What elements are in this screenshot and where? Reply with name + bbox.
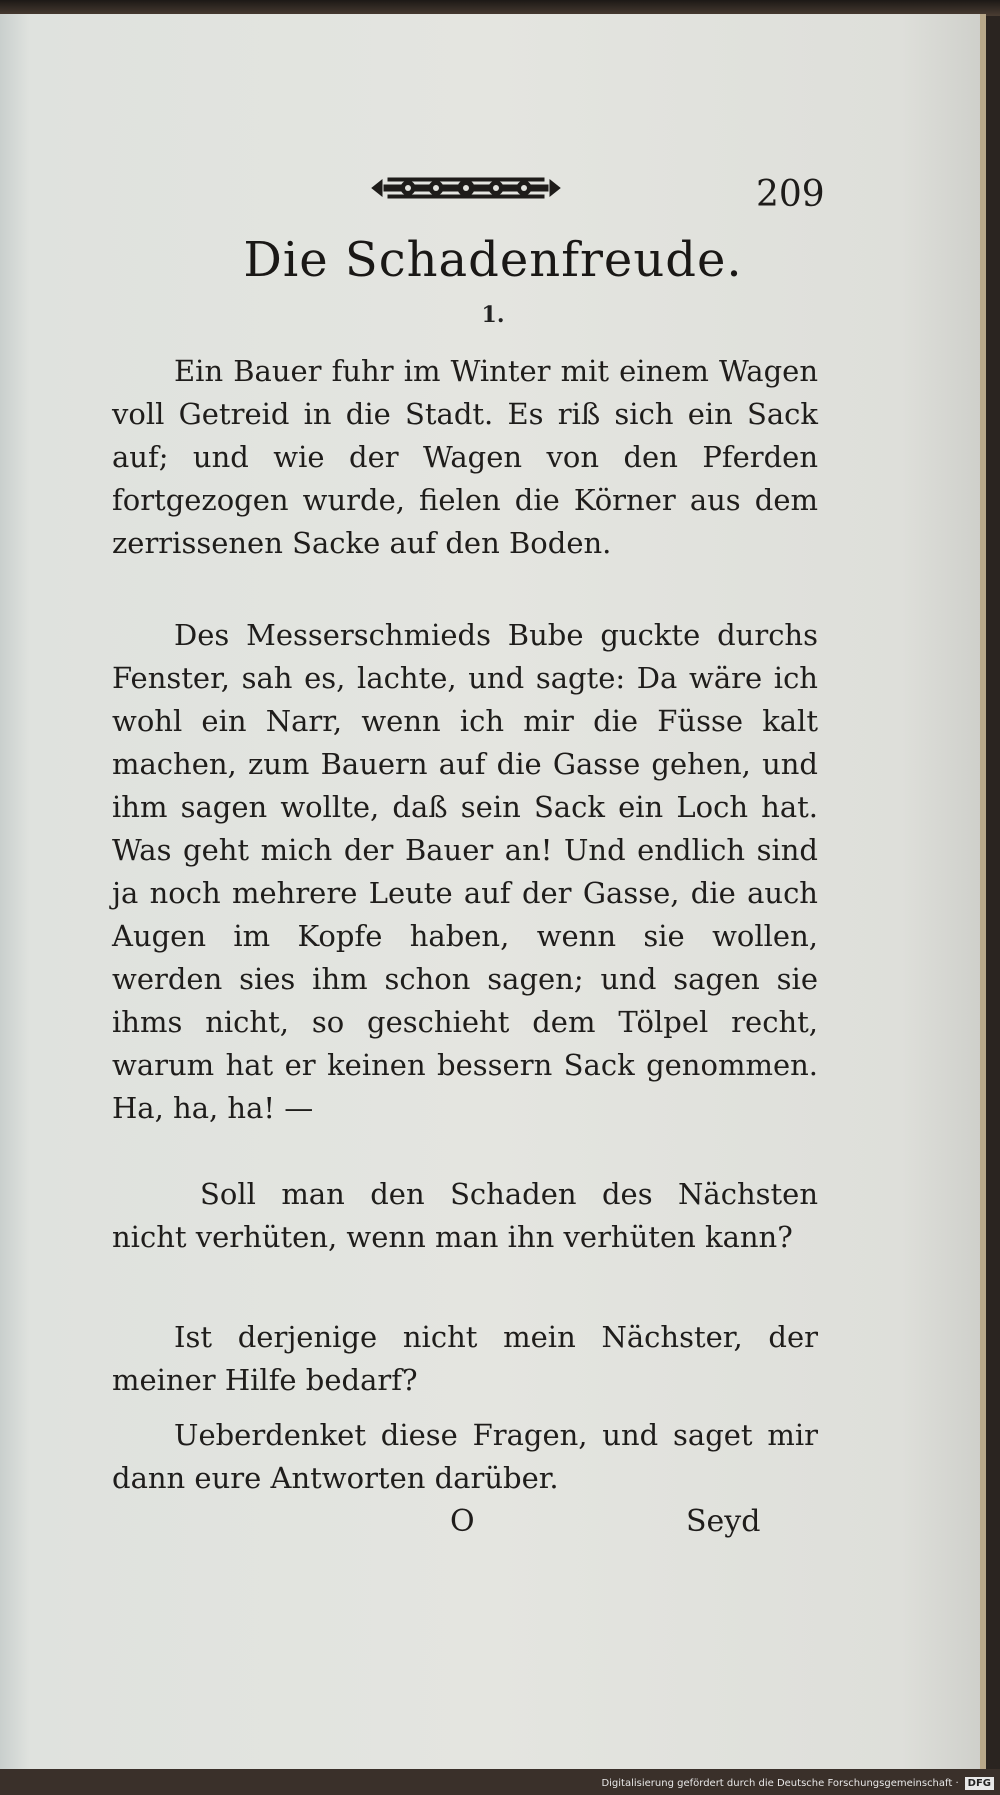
paragraph-3: Soll man den Schaden des Nächsten nicht verhüten, wenn man ihn verhüten kann? — [112, 1177, 818, 1254]
decorative-ornament-icon — [368, 174, 564, 202]
chapter-title: Die Schadenfreude. — [243, 232, 743, 288]
paragraph-5: Ueberdenket diese Fragen, und saget mir dann eure Antworten darüber. — [112, 1418, 818, 1495]
page-number: 209 — [756, 174, 825, 215]
signature-mark: O — [450, 1504, 475, 1539]
paragraph-4: Ist derjenige nicht mein Nächster, der meiner Hilfe bedarf? — [112, 1320, 818, 1397]
paragraph-1: Ein Bauer fuhr im Winter mit einem Wagen voll Getreid in die Stadt. Es riß sich ein Sack auf; und wie der Wagen von den Pferden fortgezogen wurde, fielen die Körner aus dem zerrissenen Sacke auf den Boden. — [112, 354, 818, 560]
book-page — [0, 14, 986, 1769]
credit-text: Digitalisierung gefördert durch die Deutsche Forschungsgemeinschaft · — [601, 1777, 959, 1789]
dfg-logo-icon: DFG — [965, 1777, 994, 1790]
section-number: 1. — [481, 302, 505, 328]
scan-footer-bar — [0, 1769, 1000, 1795]
paragraph-2: Des Messerschmieds Bube guckte durchs Fenster, sah es, lachte, und sagte: Da wäre ich wohl ein Narr, wenn ich mir die Füsse kalt machen, zum Bauern auf die Gasse gehen, und ihm sagen wollte, daß sein Sack ein Loch hat. Was geht mich der Bauer an! Und endlich sind ja noch mehrere Leute auf der Gasse, die auch Augen im Kopfe haben, wenn sie wollen, werden sies ihm schon sagen; und sagen sie ihms nicht, so geschieht dem Tölpel recht, warum hat er keinen bessern Sack genommen. Ha, ha, ha! — — [112, 618, 818, 1125]
digitization-credit — [601, 1775, 994, 1791]
catchword: Seyd — [686, 1504, 761, 1539]
